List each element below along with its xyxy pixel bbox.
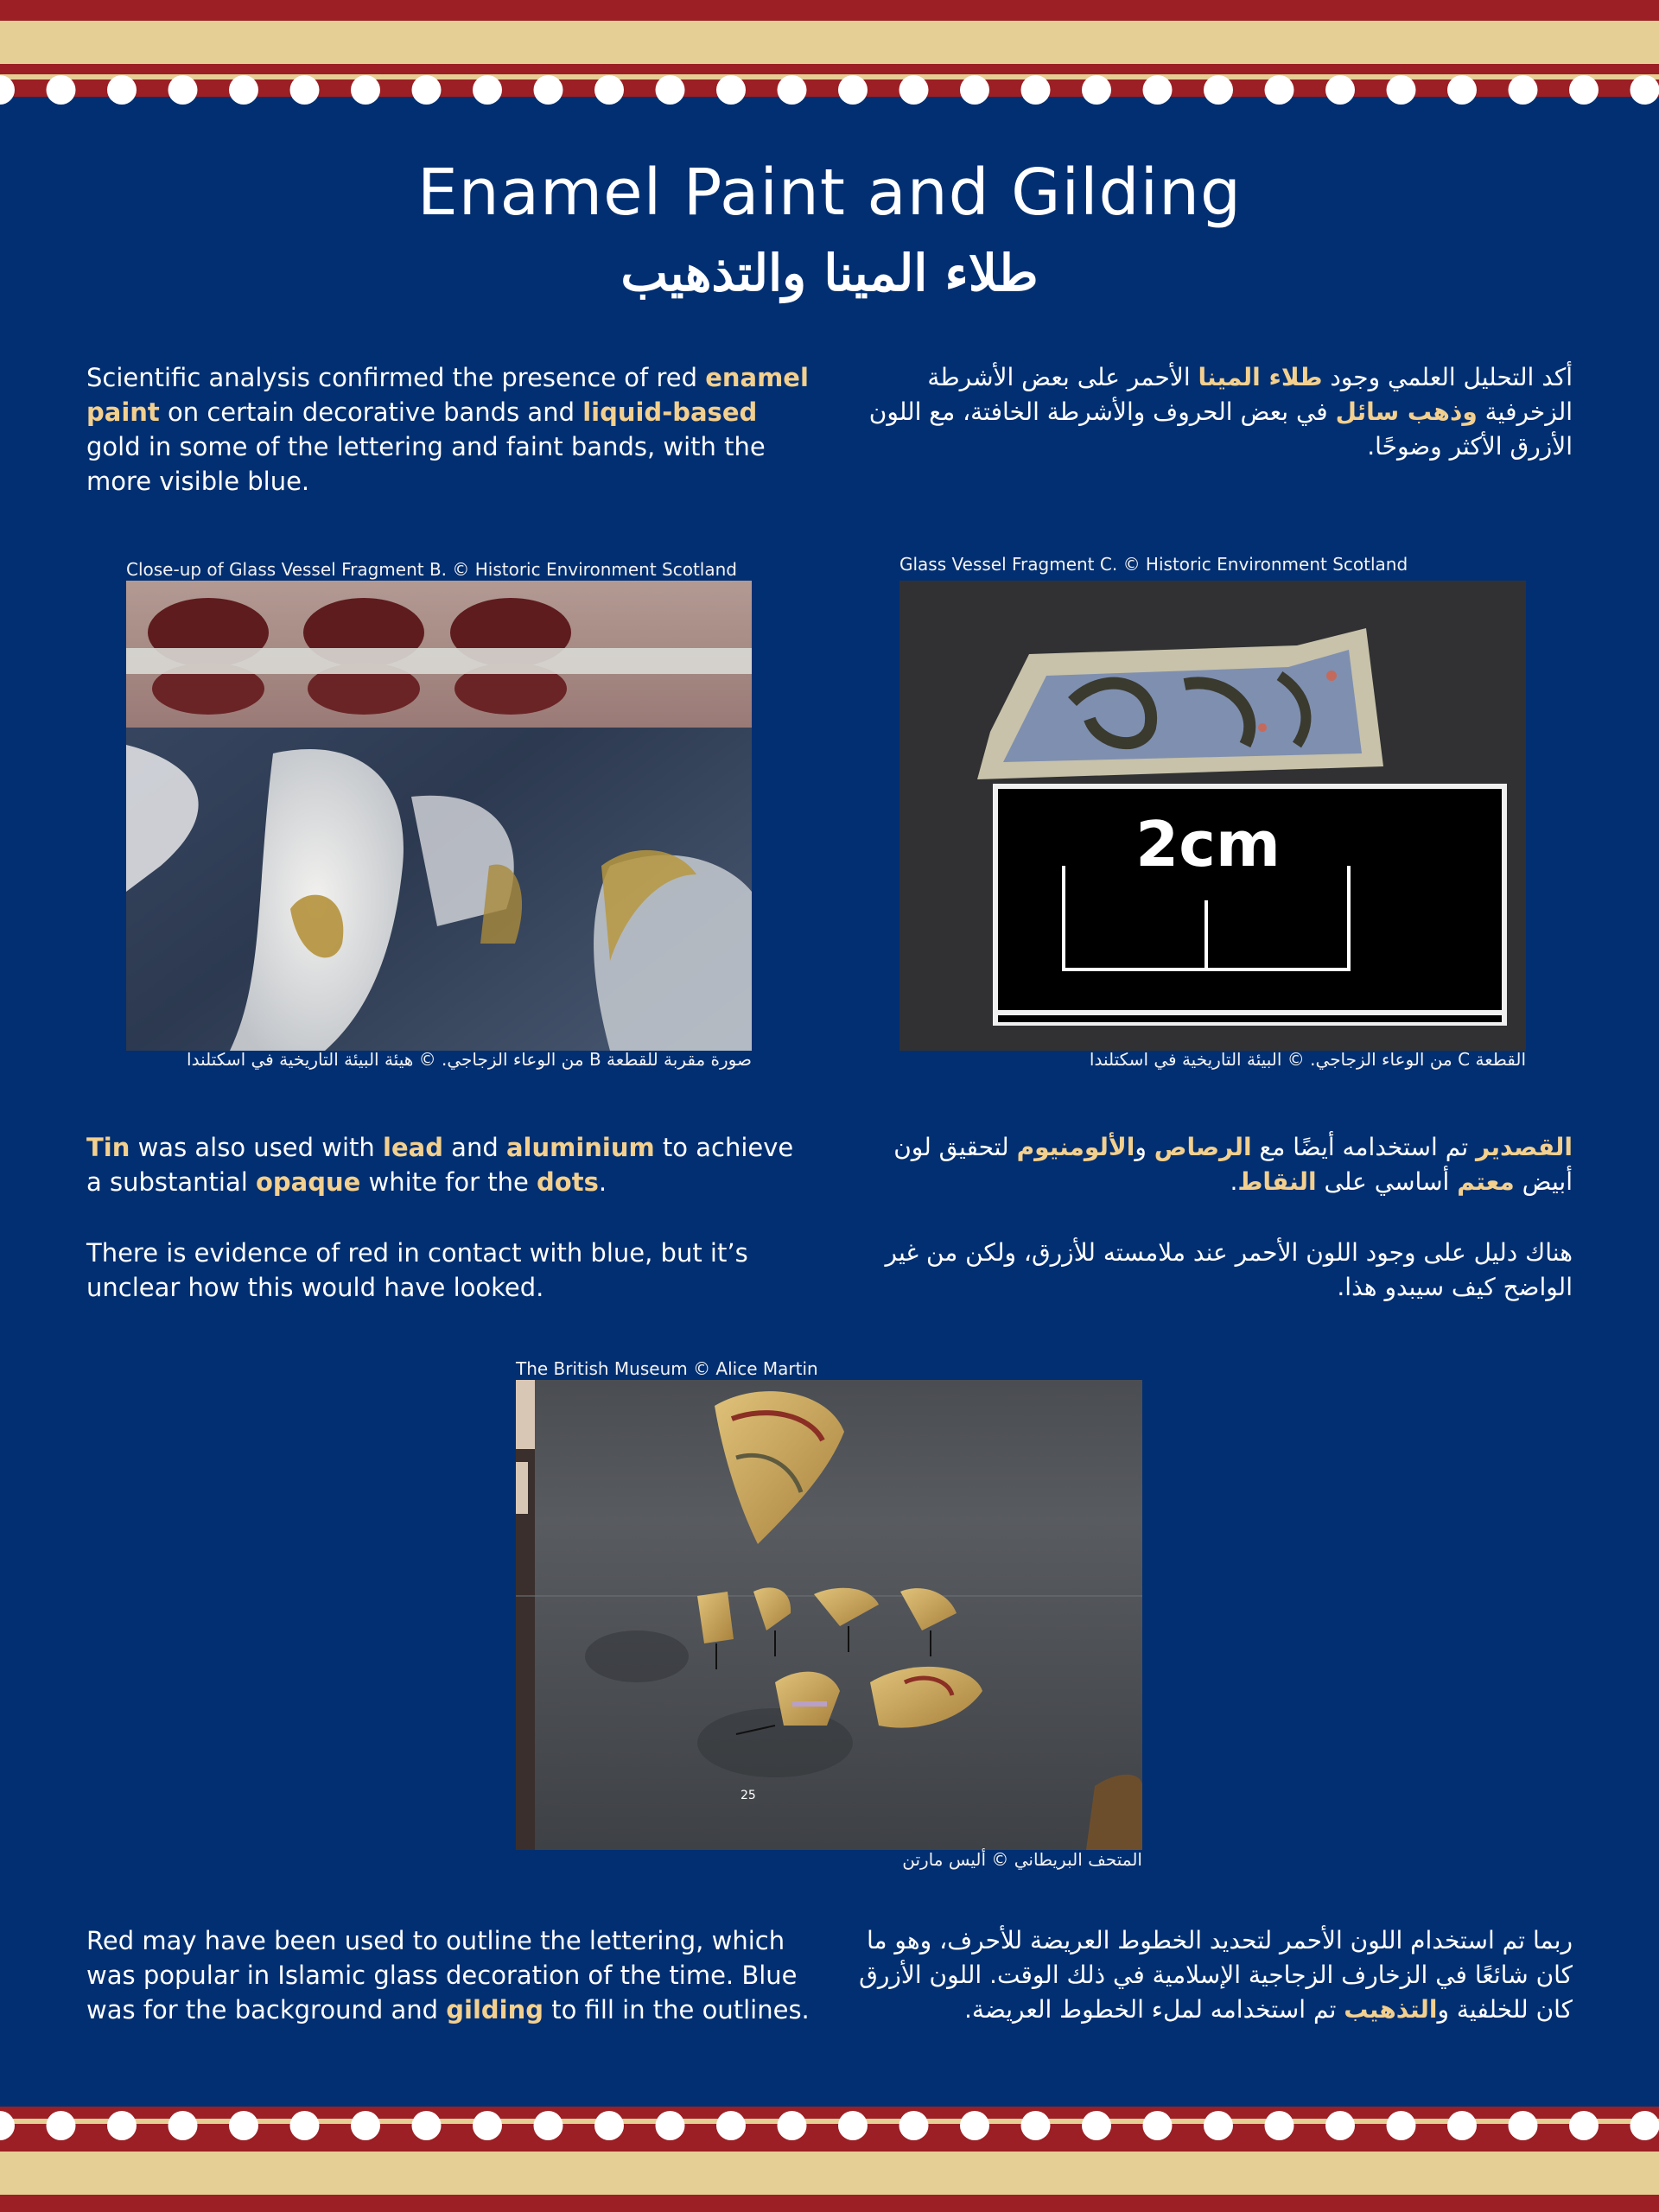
band-dot (716, 2111, 746, 2140)
band-dot (1509, 75, 1538, 105)
fragment-b-photo (126, 581, 752, 1051)
band-dot (1204, 75, 1233, 105)
band-dot (1569, 2111, 1599, 2140)
highlight-lead: lead (383, 1133, 443, 1162)
band-dot (1082, 2111, 1111, 2140)
band-dot (47, 75, 76, 105)
highlight-opaque-ar: معتم (1457, 1167, 1515, 1196)
british-museum-image (516, 1380, 1142, 1850)
highlight-aluminium-ar: الألومنيوم (1016, 1133, 1135, 1161)
band-dot (1021, 2111, 1051, 2140)
band-dot (1630, 75, 1659, 105)
tin-paragraph-en: Tin was also used with lead and aluminium to achieve a substantial opaque white for the dots. (86, 1133, 794, 1197)
band-dot (168, 75, 198, 105)
fragment-c-photo (899, 581, 1526, 1051)
fragment-b-caption-en: Close-up of Glass Vessel Fragment B. © Historic Environment Scotland (126, 559, 737, 580)
fragment-b-image (126, 581, 752, 1051)
band-dot (838, 75, 868, 105)
tin-paragraph-ar: القصدير تم استخدامه أيضًا مع الرصاص والألومنيوم لتحقيق لون أبيض معتم أساسي على النقاط. (893, 1133, 1573, 1196)
band-dot (351, 2111, 380, 2140)
band-dot (229, 2111, 258, 2140)
band-dot (899, 2111, 929, 2140)
band-dot (1447, 2111, 1477, 2140)
british-museum-caption-ar: المتحف البريطاني © أليس مارتن (902, 1849, 1142, 1870)
highlight-gilding-ar: التذهيب (1344, 1995, 1438, 2024)
band-dot (290, 75, 320, 105)
highlight-aluminium: aluminium (505, 1133, 655, 1162)
band-dot (473, 2111, 502, 2140)
band-dot (47, 2111, 76, 2140)
band-dot (716, 75, 746, 105)
band-dot (168, 2111, 198, 2140)
band-dot (656, 2111, 685, 2140)
band-dot (534, 75, 563, 105)
highlight-liquid-gold-ar: وذهب سائل (1335, 397, 1478, 426)
band-dot (1143, 75, 1173, 105)
highlight-tin: Tin (86, 1133, 130, 1162)
scale-bar-label: 2cm (1135, 808, 1281, 880)
band-dot (534, 2111, 563, 2140)
band-dot (1082, 75, 1111, 105)
intro-paragraph-ar: أكد التحليل العلمي وجود طلاء المينا الأحمر على بعض الأشرطة الزخرفية وذهب سائل في بعض الحروف والأشرطة الخافتة، مع اللون الأزرق الأكثر وضوحًا. (868, 363, 1573, 461)
highlight-enamel-paint: enamel paint (86, 363, 809, 427)
highlight-tin-ar: القصدير (1476, 1133, 1573, 1161)
band-dot (1387, 75, 1416, 105)
highlight-dots: dots (537, 1167, 599, 1197)
band-dot (1630, 2111, 1659, 2140)
band-dot (290, 2111, 320, 2140)
band-dot (778, 75, 807, 105)
band-dot (1509, 2111, 1538, 2140)
band-dot (1387, 2111, 1416, 2140)
fragment-c-caption-en: Glass Vessel Fragment C. © Historic Environment Scotland (899, 554, 1408, 575)
highlight-liquid-based: liquid-based (582, 397, 758, 427)
band-dot (1265, 75, 1294, 105)
highlight-opaque: opaque (256, 1167, 361, 1197)
museum-label-number: 25 (741, 1789, 756, 1802)
band-dot (960, 2111, 989, 2140)
highlight-enamel-paint-ar: طلاء المينا (1198, 363, 1323, 391)
top-decorative-band (0, 0, 1659, 111)
highlight-gilding: gilding (446, 1995, 543, 2024)
highlight-lead-ar: الرصاص (1154, 1133, 1252, 1161)
band-dot (1204, 2111, 1233, 2140)
band-dot (778, 2111, 807, 2140)
band-dot (656, 75, 685, 105)
bottom-decorative-band (0, 2101, 1659, 2212)
band-dot (1569, 75, 1599, 105)
highlight-dots-ar: النقاط (1237, 1167, 1317, 1196)
band-dot (1143, 2111, 1173, 2140)
fragment-b-caption-ar: صورة مقربة للقطعة B من الوعاء الزجاجي. © هيئة البيئة التاريخية في اسكتلندا (187, 1049, 752, 1070)
page-title: Enamel Paint and Gilding (417, 156, 1242, 230)
band-dot (838, 2111, 868, 2140)
outline-paragraph-ar: ربما تم استخدام اللون الأحمر لتحديد الخطوط العريضة للأحرف، وهو ما كان شائعًا في الزخارف الزجاجية الإسلامية في ذلك الوقت. اللون الأزرق كان للخلفية والتذهيب تم استخدامه لملء الخطوط العريضة. (859, 1926, 1573, 2024)
band-dot (1447, 75, 1477, 105)
fragment-c-image (899, 581, 1526, 1051)
top-band-pattern (0, 0, 1659, 111)
red-blue-paragraph-ar: هناك دليل على وجود اللون الأحمر عند ملامسته للأزرق، ولكن من غير الواضح كيف سيبدو هذا. (885, 1238, 1573, 1301)
outline-paragraph-en: Red may have been used to outline the lettering, which was popular in Islamic glass decoration of the time. Blue was for the background and gilding to fill in the outlines. (86, 1926, 810, 2024)
band-dot (229, 75, 258, 105)
band-dot (1325, 2111, 1355, 2140)
band-dot (412, 75, 442, 105)
intro-paragraph-en: Scientific analysis confirmed the presence of red enamel paint on certain decorative bands and liquid-based gold in some of the lettering and faint bands, with the more visible blue. (86, 363, 809, 496)
british-museum-caption-en: The British Museum © Alice Martin (516, 1358, 818, 1379)
band-dot (351, 75, 380, 105)
band-dot (1265, 2111, 1294, 2140)
band-dot (960, 75, 989, 105)
band-dot (594, 75, 624, 105)
page-title-arabic: طلاء المينا والتذهيب (620, 244, 1039, 302)
band-dot (1325, 75, 1355, 105)
band-dot (899, 75, 929, 105)
band-dot (473, 75, 502, 105)
band-dot (107, 75, 137, 105)
red-blue-paragraph-en: There is evidence of red in contact with blue, but it’s unclear how this would have looked. (86, 1238, 748, 1302)
band-dot (412, 2111, 442, 2140)
fragment-c-caption-ar: القطعة C من الوعاء الزجاجي. © البيئة التاريخية في اسكتلندا (1089, 1049, 1526, 1070)
british-museum-photo (516, 1380, 1142, 1850)
band-dot (594, 2111, 624, 2140)
bottom-band-pattern (0, 2101, 1659, 2212)
band-dot (1021, 75, 1051, 105)
band-dot (107, 2111, 137, 2140)
